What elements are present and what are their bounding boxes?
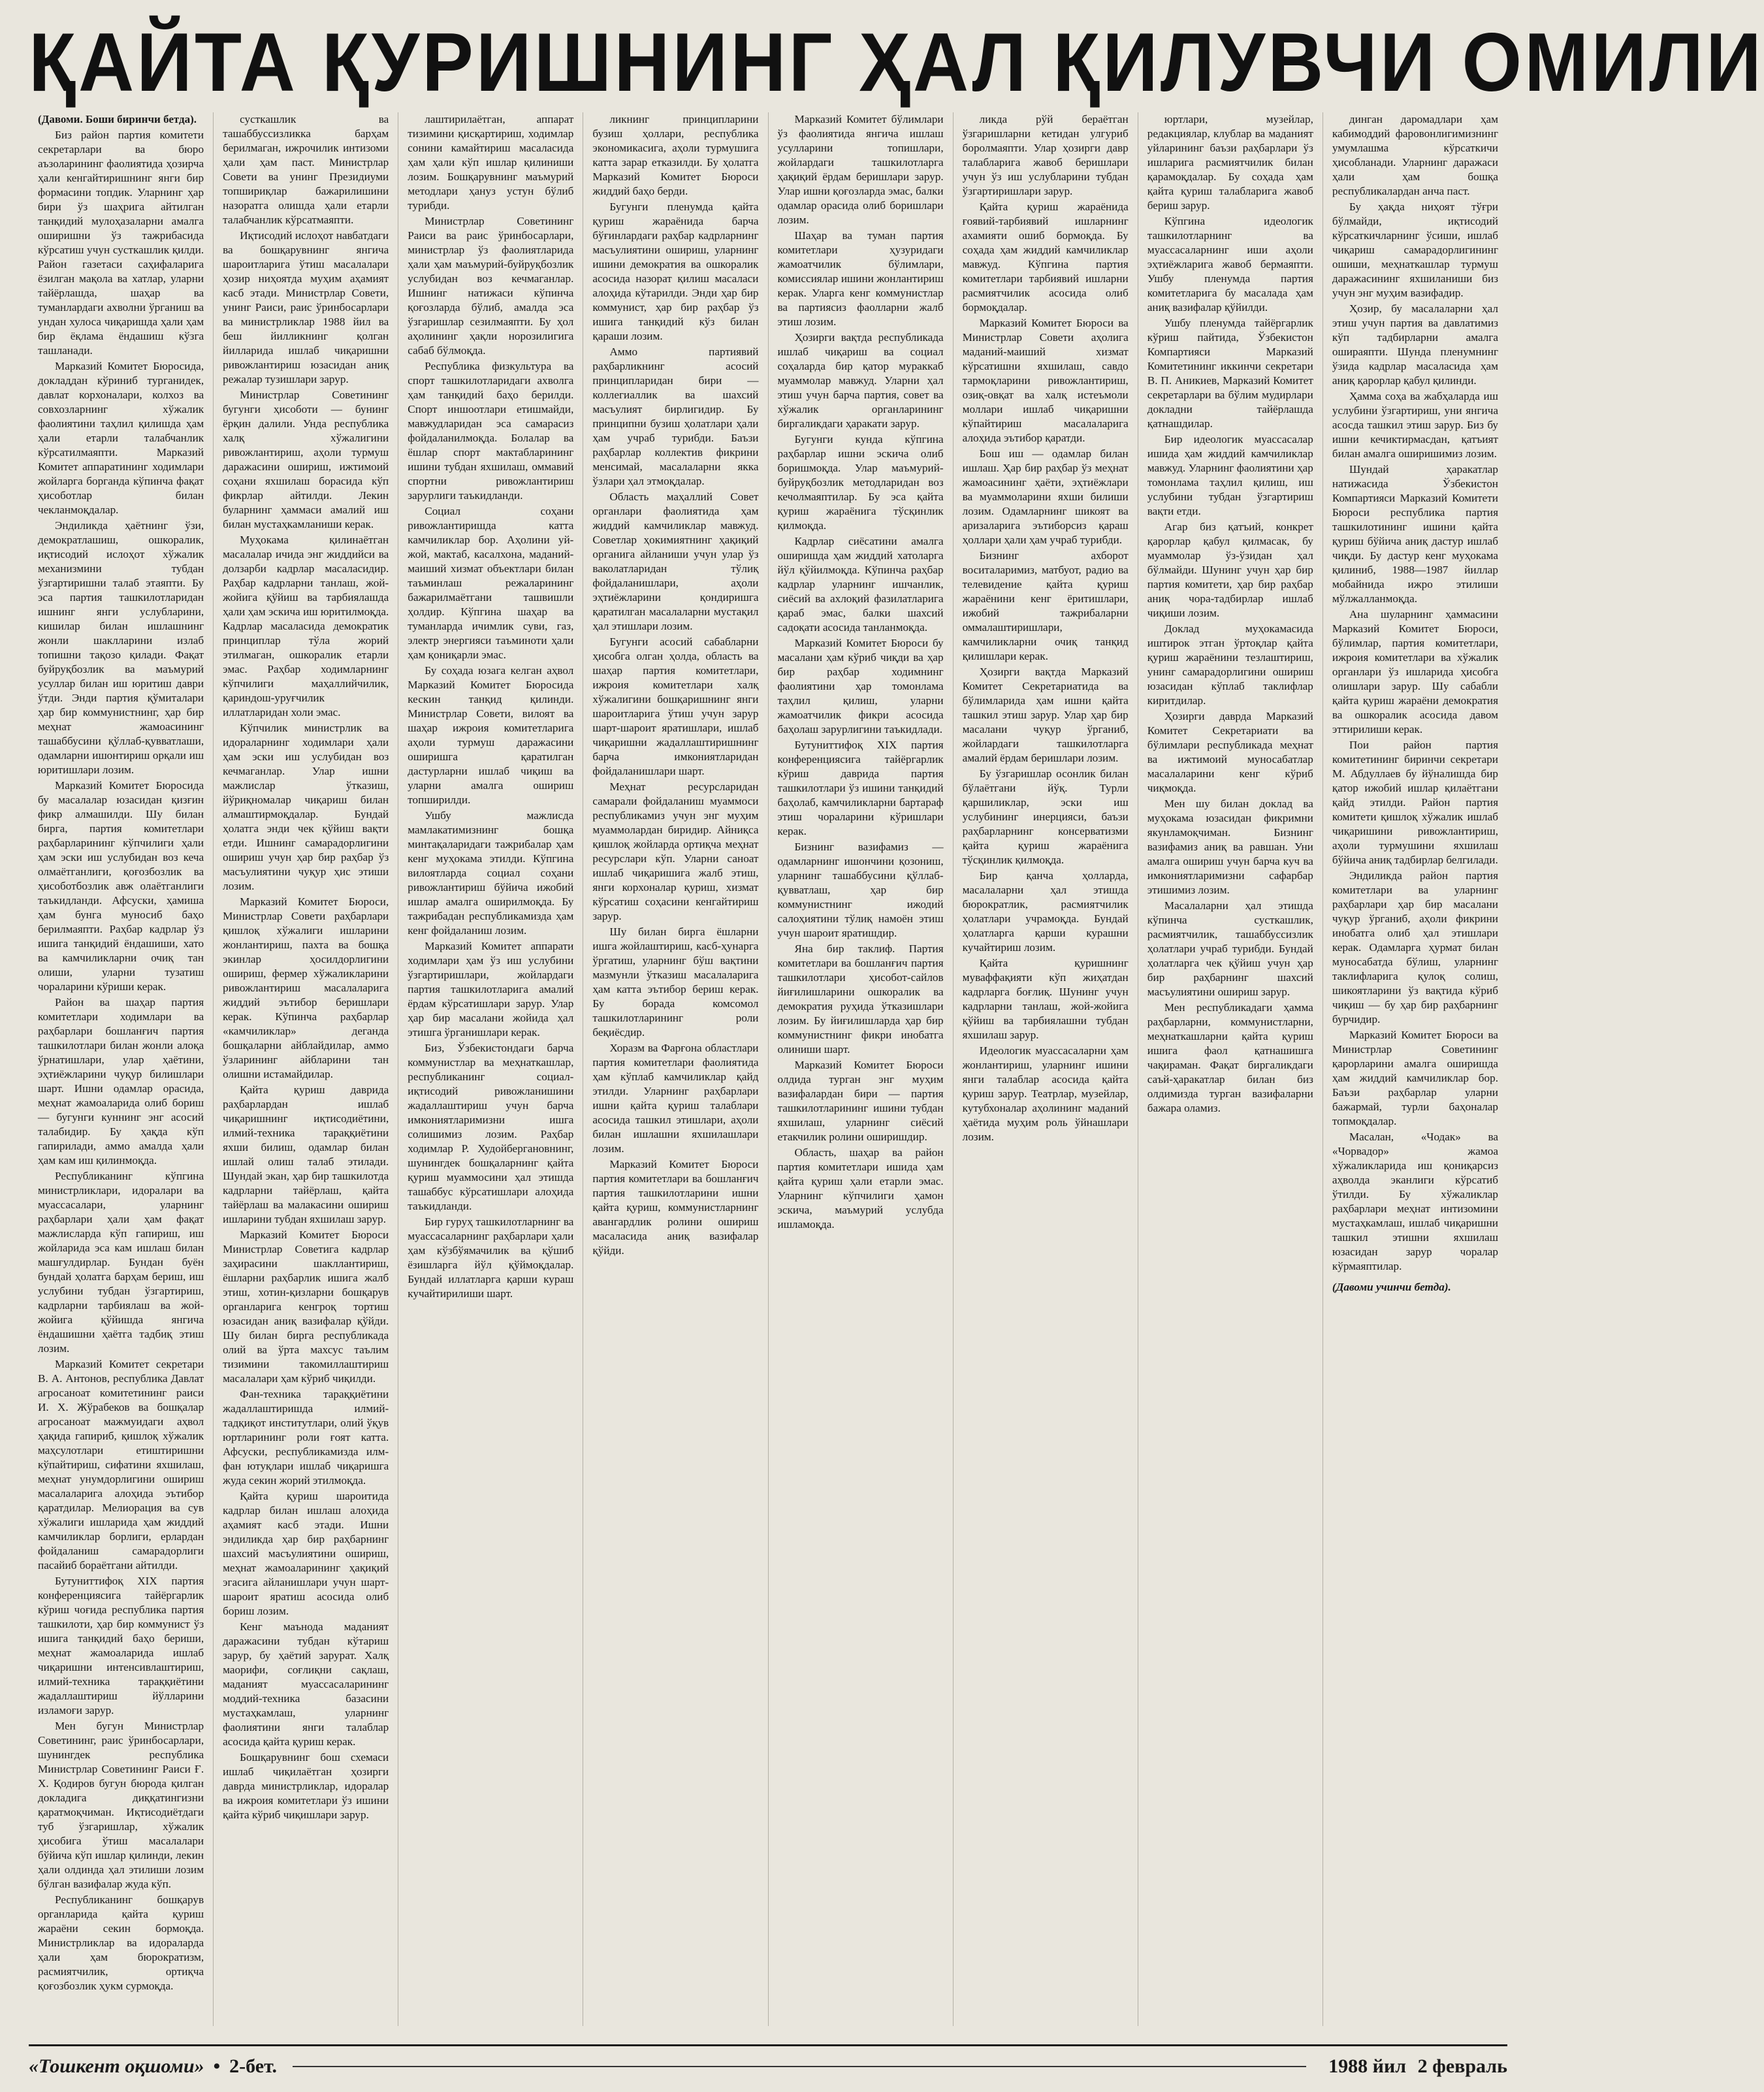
article-paragraph: Яна бир таклиф. Партия комитетлари ва бошланғич партия ташкилотлари ҳисобот-сайлов йиғилишларини ошкоралик ва демократия руҳида ўтказишлари лозим. Бу йиғилишларда ҳар бир коммунистнинг фикри инобатга олиниши шарт. <box>777 942 944 1055</box>
article-paragraph: Шаҳар ва туман партия комитетлари ҳузуридаги жамоатчилик бўлимлари, комиссиялар ишини жонлантириш керак. Уларга кенг коммунистлар ва партиясиз фаолларни жалб этиш лозим. <box>777 229 944 328</box>
article-paragraph: Марказий Комитет бўлимлари ўз фаолиятида янгича ишлаш усулларини топишлари, жойлардаги ташкилотларга ҳақиқий ёрдам беришлари зарур. Улар ишни қоғозларда эмас, балки одамлар орасида олиб боришлари лозим. <box>777 113 944 226</box>
article-paragraph: Бошқарувнинг бош схемаси ишлаб чиқилаётган ҳозирги даврда министрликлар, идоралар ва ижроия комитетлари ўз ишини қайта кўриб чиқишлари зарур. <box>223 1751 389 1821</box>
article-paragraph: Мен бугун Министрлар Советининг, раис ўринбосарлари, шунингдек республика Министрлар Советининг Раиси Ғ. Х. Қодиров бугун бюрода қилган докладига диққатингизни қаратмоқчиман. Иқтисодиётдаги туб ўзгаришлар, хўжалик ҳисобига ўтиш масалалари бўйича кўп ишлар қилинди, лекин ҳали олдинда ҳал этилиши лозим бўлган вазифалар жуда кўп. <box>38 1720 204 1890</box>
article-paragraph: лаштирилаётган, аппарат тизимини қисқартириш, ходимлар сонини камайтириш масаласида ҳам ҳали кўп ишлар қилиниши лозим. Бошқарувнинг маъмурий методлари ҳануз устун бўлиб турибди. <box>408 113 574 212</box>
footer-rule <box>29 2044 1507 2046</box>
article-paragraph: Республиканинг кўпгина министрликлари, идоралари ва муассасалари, уларнинг раҳбарлари ҳали ҳам фақат мажлисларда кўп гапириш, иш жойларида эса кам ишлаш билан машғулдирлар. Бундан буён бундай ҳолатга барҳам бериш, иш услубини тубдан ўзгартириш, кадрларни тарбиялаш ва жой-жойига қўйишда янгича ёндашишни ҳаётга тадбиқ этиш лозим. <box>38 1170 204 1355</box>
article-column <box>398 112 583 2026</box>
article-paragraph: Бутуниттифоқ XIX партия конференциясига тайёргарлик кўриш даврида партия ташкилотлари ўз ишини танқидий баҳолаб, камчиликларни бартараф этиш чораларини кўришлари керак. <box>777 739 944 837</box>
article-paragraph: Бугунги кунда кўпгина раҳбарлар ишни эскича олиб боришмоқда. Улар маъмурий-буйруқбозлик методларидан воз кечолмаяптилар. Бу эса қайта қуриш жараёнига тўсқинлик қилмоқда. <box>777 433 944 532</box>
article-paragraph: Кўпчилик министрлик ва идораларнинг ходимлари ҳали ҳам эски иш услубидан воз кечмаганлар. Улар ишни мажлислар ўтказиш, йўриқномалар чиқариш билан алмаштирмоқдалар. Бундай ҳолатга энди чек қўйиш вақти етди. Ишнинг самарадорлигини ошириш учун ҳар бир раҳбар ўз масъулиятини чуқур ҳис этиши лозим. <box>223 722 389 892</box>
article-paragraph: Марказий Комитет Бюросида бу масалалар юзасидан қизғин фикр алмашилди. Шу билан бирга, партия комитетлари раҳбарларининг кўпчилиги ҳали ҳам эски иш услубидан воз кеча олмаётганлиги, қоғозбозлик ва ҳисоботбозлик авж олаётганлиги таъкидланди. Афсуски, ҳамиша ҳам бунга муносиб баҳо берилмаяпти. Раҳбар кадрлар ўз ишига танқидий ёндашиши, хато ва камчиликларни очиқ тан олиши, уларни тузатиш чораларини кўриши керак. <box>38 779 204 993</box>
article-paragraph: Бир гуруҳ ташкилотларнинг ва муассасаларнинг раҳбарлари ҳали ҳам кўзбўямачилик ва қўшиб ёзишларга йўл қўймоқдалар. Бундай иллатларга қарши кураш кучайтирилиши шарт. <box>408 1215 574 1300</box>
article-paragraph: Марказий Комитет аппарати ходимлари ҳам ўз иш услубини ўзгартиришлари, жойлардаги партия ташкилотларига амалий ёрдам кўрсатишлари зарур. Улар ҳар бир масалани жойида ҳал этишга ўрганишлари керак. <box>408 940 574 1038</box>
footer-bullet: • <box>213 2055 221 2077</box>
article-column <box>1138 112 1323 2026</box>
article-paragraph: Марказий Комитет Бюроси Министрлар Советига кадрлар заҳирасини шакллантириш, ёшларни раҳбарлик ишига жалб этиш, хотин-қизларни бошқарув органларига кенгроқ тортиш юзасидан аниқ вазифалар қўйди. Шу билан бирга республикада олий ва ўрта махсус таълим тизимини такомиллаштириш масалалари ҳам кўриб чиқилди. <box>223 1229 389 1385</box>
article-paragraph: Область маҳаллий Совет органлари фаолиятида ҳам жиддий камчиликлар мавжуд. Советлар ҳокимиятнинг ҳақиқий органига айланиши учун улар ўз ваколатларидан тўлиқ фойдаланишлари, аҳоли эҳтиёжларини қондиришга қаратилган масалаларни мустақил ҳал этишлари лозим. <box>592 491 759 632</box>
article-paragraph: Район ва шаҳар партия комитетлари ходимлари ва раҳбарлари бошланғич партия ташкилотлари билан жонли алоқа ўрнатишлари, улар ҳаётини, эҳтиёжларини чуқур билишлари шарт. Ишни одамлар орасида, меҳнат жамоаларида олиб бориш — бугунги куннинг энг асосий талабидир. Бу ҳақда кўп гапирилади, аммо амалда ҳали ҳам кам иш қилинмоқда. <box>38 996 204 1167</box>
article-paragraph: ликнинг принципларини бузиш ҳоллари, республика экономикасига, аҳоли турмушига катта зарар етказилди. Бу ҳолатга Марказий Комитет Бюроси жиддий баҳо берди. <box>592 113 759 197</box>
newspaper-name: «Тошкент оқшоми» <box>29 2055 204 2077</box>
article-paragraph: Бу ўзгаришлар осонлик билан бўлаётгани йўқ. Турли қаршиликлар, эски иш услубининг инерцияси, баъзи раҳбарларнинг консерватизми қайта қуриш жараёнига тўсқинлик қилмоқда. <box>962 767 1129 866</box>
article-paragraph: Эндиликда район партия комитетлари ва уларнинг раҳбарлари ҳар бир масалани чуқур ўрганиб, аҳоли фикрини инобатга олиб ҳал этишлари керак. Одамларга ҳурмат билан муносабатда бўлиш, уларнинг таклифларига қулоқ солиш, шикоятларини ўз вақтида кўриб чиқиш — бу ҳар бир раҳбарнинг бурчидир. <box>1332 869 1498 1025</box>
article-column <box>29 112 214 2026</box>
article-paragraph: ликда рўй бераётган ўзгаришларни кетидан улгуриб боролмаяпти. Улар ҳозирги давр талабларига жавоб беришлари учун ўз иш услубларини тубдан ўзгартиришлари зарур. <box>962 113 1129 197</box>
article-paragraph: Бу ҳақда ниҳоят тўғри бўлмайди, иқтисодий кўрсаткичларнинг ўсиши, ишлаб чиқариш самарадорлигининг ошиши, меҳнаткашлар турмуш даражасининг яхшиланиши биз учун энг муҳим вазифадир. <box>1332 201 1498 299</box>
article-paragraph: Қайта қуриш шароитида кадрлар билан ишлаш алоҳида аҳамият касб этади. Ишни эндиликда ҳар бир раҳбарнинг шахсий масъулиятини ошириш, меҳнат жамоаларининг ҳақиқий эгасига айланишлари учун шарт-шароит яратиш асосида олиб бориш лозим. <box>223 1490 389 1617</box>
article-paragraph: Ҳозир, бу масалаларни ҳал этиш учун партия ва давлатимиз кўп тадбирларни амалга ошираяпти. Шунда пленумнинг ўзида кадрлар масаласида ҳам аниқ қарорлар қабул қилинди. <box>1332 302 1498 387</box>
article-column <box>1323 112 1507 2026</box>
article-paragraph: Кўпгина идеологик ташкилотларнинг ва муассасаларнинг иши аҳоли эҳтиёжларига жавоб бермаяпти. Ушбу пленумда партия комитетларига бу масалада ҳам аниқ вазифалар қўйилди. <box>1147 215 1313 314</box>
article-paragraph: Агар биз қатъий, конкрет қарорлар қабул қилмасак, бу муаммолар ўз-ўзидан ҳал бўлмайди. Шунинг учун ҳар бир партия комитети, ҳар бир раҳбар аниқ чора-тадбирлар ишлаб чиқиши лозим. <box>1147 521 1313 619</box>
article-paragraph: сусткашлик ва ташаббуссизликка барҳам берилмаган, ижрочилик интизоми ҳали ҳам паст. Министрлар Совети ва унинг Президиуми топшириқлар бажарилишини назоратга олишда ҳали етарли талабчанлик кўрсатмаяпти. <box>223 113 389 226</box>
article-paragraph: Бутуниттифоқ XIX партия конференциясига тайёргарлик кўриш чоғида республика партия ташкилоти, ҳар бир коммунист ўз ишига танқидий баҳо бериши, меҳнат жамоаларида ишлаб чиқаришни интенсивлаштириш, илмий-техника тараққиётини жадаллаштириш йўлларини изламоғи зарур. <box>38 1575 204 1716</box>
article-paragraph: Фан-техника тараққиётини жадаллаштиришда илмий-тадқиқот институтлари, олий ўқув юртларининг роли ғоят катта. Афсуски, республикамизда илм-фан ютуқлари ишлаб чиқаришга жуда секин жорий этилмоқда. <box>223 1388 389 1487</box>
article-paragraph: Пои район партия комитетининг биринчи секретари М. Абдуллаев бу йўналишда бир қатор ижобий ишлар қилаётгани қайд этилди. Район партия комитети қишлоқ хўжалик ишлаб чиқаришини ривожлантириш, аҳоли турмушини яхшилаш бўйича аниқ тадбирлар белгилади. <box>1332 739 1498 866</box>
article-paragraph: динган даромадлари ҳам кабимоддий фаровонлигимизнинг умумлашма кўрсаткичи ҳисобланади. Уларнинг даражаси ҳали ҳам бошқа республикалардан анча паст. <box>1332 113 1498 197</box>
article-paragraph: Бизнинг вазифамиз — одамларнинг ишончини қозониш, уларнинг ташаббусини қўллаб-қувватлаш, ҳар бир коммунистнинг ижодий салоҳиятини тўлиқ намоён этиш учун шароит яратишдир. <box>777 841 944 939</box>
article-columns <box>29 112 1507 2026</box>
issue-year: 1988 йил <box>1328 2055 1407 2077</box>
article-paragraph: Марказий Комитет Бюроси ва Министрлар Советининг қарорларини амалга оширишда ҳам жиддий камчиликлар бор. Баъзи раҳбарлар уларни бажармай, турли баҳоналар топмоқдалар. <box>1332 1029 1498 1127</box>
article-column <box>954 112 1138 2026</box>
article-column <box>769 112 954 2026</box>
article-paragraph: Республиканинг бошқарув органларида қайта қуриш жараёни секин бормоқда. Министрликлар ва идораларда ҳали ҳам бюрократизм, расмиятчилик, ортиқча қоғозбозлик ҳукм сурмоқда. <box>38 1893 204 1992</box>
article-paragraph: Марказий Комитет Бюроси олдида турган энг муҳим вазифалардан бири — партия ташкилотларининг ишини тубдан яхшилаш, уларнинг сиёсий етакчилик ролини оширишдир. <box>777 1059 944 1143</box>
article-paragraph: Шу билан бирга ёшларни ишга жойлаштириш, касб-ҳунарга ўргатиш, уларнинг бўш вақтини мазмунли ўтказиш масалаларига ҳам катта эътибор бериш керак. Бу борада комсомол ташкилотларининг роли беқиёсдир. <box>592 925 759 1038</box>
article-paragraph: Область, шаҳар ва район партия комитетлари ишида ҳам қайта қуриш ҳали етарли эмас. Уларнинг кўпчилиги ҳамон эскича, маъмурий услубда ишламоқда. <box>777 1146 944 1231</box>
article-paragraph: Мен республикадаги ҳамма раҳбарларни, коммунистларни, меҳнаткашларни қайта қуриш ишига фаол қатнашишга чақираман. Фақат биргаликдаги саъй-ҳаракатлар билан биз олдимизда турган вазифаларни бажара оламиз. <box>1147 1001 1313 1114</box>
continuation-note: (Давоми учинчи бетда). <box>1332 1281 1451 1293</box>
article-paragraph: Иқтисодий ислоҳот навбатдаги ва бошқарувнинг янгича шароитларига ўтиш масалалари ҳозир ниҳоятда муҳим аҳамият касб этади. Министрлар Совети, унинг Раиси, раис ўринбосарлари ва министрликлар 1988 йил ва беш йилликнинг қолган йилларида ишлаб чиқаришни ривожлантириш юзасидан аниқ режалар тузишлари зарур. <box>223 229 389 385</box>
article-paragraph: Бир қанча ҳолларда, масалаларни ҳал этишда бюрократлик, расмиятчилик ҳолатлари учрамоқда. Бундай ҳолатларга қарши курашни кучайтириш лозим. <box>962 869 1129 954</box>
article-paragraph: Масалан, «Чодак» ва «Чорвадор» жамоа хўжаликларида иш қониқарсиз аҳволда эканлиги кўрсатиб ўтилди. Бу хўжаликлар раҳбарлари меҳнат интизомини мустаҳкамлаш, ишлаб чиқаришни ташкил этишни яхшилаш юзасидан зарур чоралар кўрмаяптилар. <box>1332 1131 1498 1272</box>
article-paragraph: Идеологик муассасаларни ҳам жонлантириш, уларнинг ишини янги талаблар асосида қайта қуриш зарур. Театрлар, музейлар, кутубхоналар аҳолининг маданий ҳаётида муҳим роль ўйнашлари лозим. <box>962 1044 1129 1143</box>
article-paragraph: (Давоми. Боши биринчи бетда). <box>38 113 197 125</box>
issue-day: 2 февраль <box>1417 2055 1507 2077</box>
article-paragraph: Марказий Комитет Бюросида, докладдан кўриниб турганидек, давлат корхоналари, колхоз ва совхозларнинг хўжалик фаолиятини таҳлил қилишда ҳам ҳали етарли талабчанлик кўрсатилмаяпти. Марказий Комитет аппаратининг ходимлари жойларга борганда кўпинча фақат ҳисоботлар билан чекланмоқдалар. <box>38 360 204 516</box>
article-paragraph: Республика физкультура ва спорт ташкилотларидаги ахволга ҳам танқидий баҳо берилди. Спорт иншоотлари етишмайди, мавжудларидан эса самарасиз фойдаланилмоқда. Болалар ва ёшлар спорт мактабларининг ишини тубдан яхшилаш, оммавий спортни ривожлантириш зарурлиги таъкидланди. <box>408 360 574 502</box>
article-paragraph: Мен шу билан доклад ва муҳокама юзасидан фикримни якунламоқчиман. Бизнинг вазифамиз аниқ ва равшан. Уни амалга ошириш учун барча куч ва имкониятларимизни сафарбар этишимиз лозим. <box>1147 797 1313 896</box>
article-paragraph: Марказий Комитет Бюроси ва Министрлар Совети аҳолига маданий-маиший хизмат кўрсатишни яхшилаш, савдо тармоқларини ривожлантириш, озиқ-овқат ва халқ истеъмоли моллари ишлаб чиқаришни кўпайтириш масалаларига алоҳида эътибор қаратди. <box>962 317 1129 444</box>
page-footer <box>29 2052 1507 2081</box>
article-paragraph: Қайта қуриш жараёнида ғоявий-тарбиявий ишларнинг ахамияти ошиб бормоқда. Бу соҳада ҳам жиддий камчиликлар мавжуд. Кўпгина партия комитетлари тарбиявий ишларни расмиятчилик асосида олиб бормоқдалар. <box>962 201 1129 314</box>
article-paragraph: Бугунги пленумда қайта қуриш жараёнида барча бўғинлардаги раҳбар кадрларнинг масъулиятини ошириш, уларнинг ишини демократия ва ошкоралик асосида назорат қилиш масаласи алоҳида кўтарилди. Энди ҳар бир коммунист, ҳар бир раҳбар ўз ишига танқидий кўз билан қараши лозим. <box>592 201 759 342</box>
article-paragraph: Ҳозирги вақтда республикада ишлаб чиқариш ва социал соҳаларда бир қатор мураккаб муаммолар мавжуд. Уларни ҳал этиш учун барча партия, совет ва хўжалик органларининг биргаликдаги ҳаракати зарур. <box>777 331 944 430</box>
article-column <box>214 112 398 2026</box>
article-paragraph: Биз район партия комитети секретарлари ва бюро аъзоларининг фаолиятида ҳозирча ҳали кенгайтиришнинг янги бир формасини топдик. Уларнинг ҳар бири ўз шаҳрига айтилган танқидий мулоҳазаларни амалга оширишни ўз тажрибасида кўрсатиш учун сусткашлик қилди. Район газетаси саҳифаларига ёзилган мақола ва хатлар, уларни тайёрлашда, шаҳар ва туманлардаги ахволни ўрганиш ва ундан хулоса чиқаришда ҳали ҳам бир ёқлама ёндашиш кўзга ташланади. <box>38 129 204 357</box>
article-paragraph: Аммо партиявий раҳбарликнинг асосий принципларидан бири — коллегиаллик ва шахсий масъулият бирлигидир. Бу принципни бузиш ҳолатлари ҳали ҳам учраб турибди. Баъзи раҳбарлар коллектив фикрини менсимай, масалаларни якка ўзлари ҳал этмоқдалар. <box>592 346 759 487</box>
article-paragraph: Бизнинг ахборот воситаларимиз, матбуот, радио ва телевидение қайта қуриш жараёнини кенг ёритишлари, ижобий тажрибаларни оммалаштиришлари, камчиликларни очиқ танқид қилишлари керак. <box>962 549 1129 662</box>
article-paragraph: Ушбу пленумда тайёргарлик кўриш пайтида, Ўзбекистон Компартияси Марказий Комитетининг иккинчи секретари В. П. Аникиев, Марказий Комитет секретарлари ва бўлим мудирлари докладни тайёрлашда қатнашдилар. <box>1147 317 1313 430</box>
article-paragraph: Масалаларни ҳал этишда кўпинча сусткашлик, расмиятчилик, ташаббуссизлик ҳолатлари учраб турибди. Бундай ҳолатларга чек қўйиш учун ҳар бир раҳбарнинг шахсий масъулиятини ошириш зарур. <box>1147 899 1313 998</box>
headline: ҚАЙТА ҚУРИШНИНГ ҲАЛ ҚИЛУВЧИ ОМИЛИ <box>29 16 1764 110</box>
article-paragraph: Кенг маънода маданият даражасини тубдан кўтариш зарур, бу ҳаётий зарурат. Халқ маорифи, соғлиқни сақлаш, маданият муассасаларининг моддий-техника базасини мустаҳкамлаш, уларнинг фаолиятини янги талаблар асосида қайта қуриш керак. <box>223 1620 389 1748</box>
article-paragraph: Бу соҳада юзага келган аҳвол Марказий Комитет Бюросида кескин танқид қилинди. Министрлар Совети, вилоят ва шаҳар ижроия комитетларига аҳоли турмуш даражасини оширишга қаратилган дастурларни ишлаб чиқиш ва уларни амалга ошириш топширилди. <box>408 664 574 806</box>
article-paragraph: Биз, Ўзбекистондаги барча коммунистлар ва меҳнаткашлар, республиканинг социал-иқтисодий ривожланишини жадаллаштириш учун барча имкониятларимизни ишга солишимиз лозим. Раҳбар ходимлар Р. Худойбергановнинг, шунингдек бошқаларнинг қайта қуриш муаммосини ҳал этишда ташаббус кўрсатишлари алоҳида таъкидланди. <box>408 1042 574 1212</box>
article-column <box>583 112 768 2026</box>
article-paragraph: Марказий Комитет Бюроси, Министрлар Совети раҳбарлари қишлоқ хўжалиги ишларини жонлантириш, пахта ва бошқа экинлар ҳосилдорлигини ошириш, фермер хўжаликларини ривожлантириш масалаларига жиддий эътибор беришлари керак. Кўпинча раҳбарлар «камчиликлар» деганда бошқаларни айблайдилар, аммо ўзларининг айбларини тан олишни истамайдилар. <box>223 895 389 1080</box>
article-paragraph: Меҳнат ресурсларидан самарали фойдаланиш муаммоси республикамиз учун энг муҳим муаммолардан биридир. Айниқса қишлоқ жойларда ортиқча меҳнат ресурслари кўп. Уларни саноат ишлаб чиқаришига жалб этиш, янги корхоналар қуриш, хизмат кўрсатиш соҳасини кенгайтириш зарур. <box>592 780 759 922</box>
article-paragraph: Ҳозирги даврда Марказий Комитет Секретариати ва бўлимлари республикада меҳнат ва ижтимоий муносабатлар масалаларини кенг кўриб чиқмоқда. <box>1147 710 1313 794</box>
article-paragraph: Доклад муҳокамасида иштирок этган ўртоқлар қайта қуриш жараёнини тезлаштириш, унинг самарадорлигини ошириш юзасидан кўплаб таклифлар киритдилар. <box>1147 622 1313 707</box>
article-paragraph: Марказий Комитет секретари В. А. Антонов, республика Давлат агросаноат комитетининг раиси И. Х. Жўрабеков ва бошқалар агросаноат мажмуидаги аҳвол ҳақида гапириб, қишлоқ хўжалик маҳсулотлари етиштиришни кўпайтириш, сифатини яхшилаш, меҳнат унумдорлигини ошириш масалаларига алоҳида эътибор қаратдилар. Мелиорация ва сув хўжалиги ишларида ҳам жиддий камчиликлар борлиги, ерлардан фойдаланиш самарадорлиги пасайиб бораётгани айтилди. <box>38 1358 204 1571</box>
footer-divider <box>293 2066 1306 2067</box>
article-paragraph: Шундай ҳаракатлар натижасида Ўзбекистон Компартияси Марказий Комитети Бюроси республика партия ташкилотининг ишини қайта қуриш бўйича аниқ дастур ишлаб чиқди. Бу дастур кенг муҳокама қилиниб, 1988—1987 йиллар мобайнида ижро этилиши мўлжалланмоқда. <box>1332 463 1498 605</box>
article-paragraph: Бугунги асосий сабабларни ҳисобга олган ҳолда, область ва шаҳар партия комитетлари, ижроия комитетлари халқ хўжалигини бошқаришнинг янги шароитларига ўтиш учун зарур шарт-шароит яратишлари, ишлаб чиқаришни жадаллаштиришнинг барча имкониятларидан фойдаланишлари шарт. <box>592 636 759 777</box>
page-number: 2-бет. <box>229 2055 278 2077</box>
article-paragraph: Муҳокама қилинаётган масалалар ичида энг жиддийси ва долзарби кадрлар масаласидир. Раҳбар кадрларни танлаш, жой-жойига қўйиш ва тарбиялашда ҳали ҳам эскича иш юритилмоқда. Кадрлар масаласида демократик принциплар тўла жорий этилмаган, ошкоралик етарли эмас. Раҳбар ходимларнинг кўпчилиги маҳаллийчилик, қариндош-уруғчилик иллатларидан холи эмас. <box>223 534 389 718</box>
article-paragraph: Ушбу мажлисда мамлакатимизнинг бошқа минтақаларидаги тажрибалар ҳам кенг муҳокама этилди. Кўпгина вилоятларда социал соҳани ривожлантириш бўйича ижобий ишлар амалга оширилмоқда. Бу тажрибадан республикамизда ҳам кенг фойдаланиш лозим. <box>408 809 574 937</box>
article-paragraph: Ана шуларнинг ҳаммасини Марказий Комитет Бюроси, бўлимлар, партия комитетлари, ижроия комитетлари ва хўжалик органлари ўз ишларида ҳисобга олишлари зарур. Шу сабабли қайта қуриш жараёни демократия ва ошкоралик асосида давом эттирилиши керак. <box>1332 608 1498 735</box>
article-paragraph: Марказий Комитет Бюроси бу масалани ҳам кўриб чиқди ва ҳар бир раҳбар ходимнинг фаолиятини ҳар томонлама таҳлил қилиш, уларни жамоатчилик фикри асосида баҳолаш зарурлигини таъкидлади. <box>777 637 944 735</box>
article-paragraph: Министрлар Советининг Раиси ва раис ўринбосарлари, министрлар ўз фаолиятларида ҳали ҳам маъмурий-буйруқбозлик услубидан воз кечмаганлар. Ишнинг натижаси кўпинча қоғозларда бўлиб, амалда эса ўзгаришлар сезилмаяпти. Бу ҳол аҳолининг ҳақли норозилигига сабаб бўлмоқда. <box>408 215 574 357</box>
article-paragraph: Бир идеологик муассасалар ишида ҳам жиддий камчиликлар мавжуд. Уларнинг фаолиятини ҳар томонлама таҳлил қилиш, иш услубини тубдан ўзгартириш вақти етди. <box>1147 433 1313 517</box>
article-paragraph: юртлари, музейлар, редакциялар, клублар ва маданият уйларининг баъзи раҳбарлари ўз ишларига расмиятчилик билан қарамоқдалар. Бу соҳада ҳам қайта қуриш талабларига жавоб бериш зарур. <box>1147 113 1313 212</box>
article-paragraph: Эндиликда ҳаётнинг ўзи, демократлашиш, ошкоралик, иқтисодий ислоҳот хўжалик механизмини тубдан ўзгартиришни талаб этаяпти. Бу эса партия ташкилотларидан ишнинг янги услубларини, кишилар билан ишлашнинг жонли шаклларини излаб топишни тақозо қилади. Фақат буйруқбозлик ва маъмурий усуллар билан иш юритиш даври ўтди. Энди партия қўмиталари ҳар бир коммунистнинг, ҳар бир меҳнат жамоасининг ташаббусини қўллаб-қувватлаши, одамларни ишонтириш орқали иш юритишлари лозим. <box>38 519 204 776</box>
article-paragraph: Қайта қуриш даврида раҳбарлардан ишлаб чиқаришнинг иқтисодиётини, илмий-техника тараққиётини яхши билиш, одамлар билан ишлай олиш талаб этилади. Шундай экан, ҳар бир ташкилотда кадрларни тайёрлаш, қайта тайёрлаш ва малакасини ошириш ишларини тубдан яхшилаш зарур. <box>223 1084 389 1225</box>
article-paragraph: Кадрлар сиёсатини амалга оширишда ҳам жиддий хатоларга йўл қўйилмоқда. Кўпинча раҳбар кадрлар уларнинг ишчанлик, сиёсий ва ахлоқий фазилатларига қараб эмас, балки шахсий садоқати асосида танланмоқда. <box>777 535 944 634</box>
article-paragraph: Марказий Комитет Бюроси партия комитетлари ва бошланғич партия ташкилотларини ишни қайта қуриш, коммунистларнинг авангардлик ролини ошириш масаласида аниқ вазифалар қўйди. <box>592 1158 759 1257</box>
article-paragraph: Қайта қуришнинг муваффақияти кўп жиҳатдан кадрларга боғлиқ. Шунинг учун кадрларни танлаш, жой-жойига қўйиш ва тарбиялашни тубдан яхшилаш зарур. <box>962 957 1129 1041</box>
article-paragraph: Социал соҳани ривожлантиришда катта камчиликлар бор. Аҳолини уй-жой, мактаб, касалхона, маданий-маиший хизмат объектлари билан таъминлаш режаларининг бажарилмаётгани ташвишли ҳолдир. Кўпгина шаҳар ва туманларда ичимлик суви, газ, электр энергияси таъминоти ҳали ҳам қониқарли эмас. <box>408 505 574 661</box>
article-paragraph: Бош иш — одамлар билан ишлаш. Ҳар бир раҳбар ўз меҳнат жамоасининг ҳаёти, эҳтиёжлари ва муаммоларини яхши билиши лозим. Одамларнинг шикоят ва аризаларига эътиборсиз қараш ҳоллари ҳали ҳам учраб турибди. <box>962 447 1129 546</box>
article-paragraph: Ҳозирги вақтда Марказий Комитет Секретариатида ва бўлимларида ҳам ишни қайта ташкил этиш зарур. Улар ҳар бир масалани чуқур ўрганиб, жойлардаги ташкилотларга амалий ёрдам беришлари лозим. <box>962 666 1129 764</box>
issue-date <box>1322 2055 1507 2078</box>
article-paragraph: Ҳамма соҳа ва жабҳаларда иш услубини ўзгартириш, уни янгича асосда ташкил этиш зарур. Биз бу ишни кечиктирмасдан, қатъият билан амалга оширишимиз лозим. <box>1332 390 1498 460</box>
article-paragraph: Хоразм ва Фарғона областлари партия комитетлари фаолиятида ҳам кўплаб камчиликлар қайд этилди. Уларнинг раҳбарлари ишни қайта қуриш талаблари асосида ташкил этишлари, аҳоли билан ишлашни яхшилашлари лозим. <box>592 1042 759 1155</box>
article-paragraph: Министрлар Советининг бугунги ҳисоботи — бунинг ёрқин далили. Унда республика халқ хўжалигини ривожлантириш, аҳоли турмуш даражасини ошириш, ижтимоий соҳани яхшилаш борасида кўп фикрлар айтилди. Лекин буларнинг ҳаммаси амалий иш билан мустаҳкамланиши керак. <box>223 389 389 530</box>
